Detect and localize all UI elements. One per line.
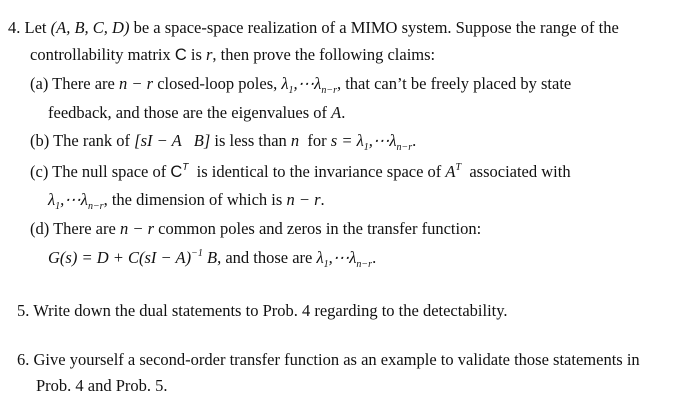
claim-a-n-minus-r: n − r	[119, 74, 154, 93]
claim-d-label: (d) There are	[30, 219, 116, 238]
controllability-matrix-symbol: C	[174, 46, 187, 64]
claim-b-s-eq: $s = \lambda_1,\cdots\lambda_{n-r}$	[330, 131, 413, 153]
p4-line2	[30, 45, 435, 65]
claim-a-line2: feedback, and those are the eigenvalues of A.	[48, 103, 346, 122]
claim-d-n-minus-r: n − r	[119, 219, 154, 238]
p4-intro-mid: be a space-space realization of a MIMO system. Suppose the range of the	[133, 18, 619, 37]
claim-c-line1	[30, 162, 571, 182]
claim-c-post: associated with	[469, 162, 571, 181]
p4-rank-r: r	[206, 45, 213, 64]
p4-line1	[8, 18, 619, 38]
p4-number: 4.	[8, 18, 21, 37]
p4-line2-pre: controllability matrix	[30, 45, 171, 64]
p6-text-line1: 6. Give yourself a second-order transfer function as an example to validate those statements in	[17, 350, 640, 369]
claim-d-line2: G(s) = D + C(sI − A)$^{-1}$ B, and those are $\lambda_1,\cdots\lambda_{n-r}$.	[48, 248, 377, 270]
claim-c-dimension: n − r	[286, 190, 321, 209]
claim-b-for: for	[307, 131, 327, 150]
claim-b-line: (b) The rank of [sI − A B] is less than n for $s = \lambda_1,\cdots\lambda_{n-r}$.	[30, 131, 417, 153]
p6-line2	[36, 376, 168, 396]
claim-c-matrix-AT: $A^T$	[445, 162, 462, 181]
claim-d-mid: common poles and zeros in the transfer function:	[158, 219, 482, 238]
p4-line2-post: , then prove the following claims:	[212, 45, 436, 64]
claim-a-post: , that can’t be freely placed by state	[336, 74, 572, 93]
transfer-function-formula: G(s) = D + C(sI − A)$^{-1}$ B	[48, 248, 218, 267]
p6-line1	[17, 350, 640, 370]
p4-is: is	[190, 45, 202, 64]
p4-intro-pre: Let	[24, 18, 47, 37]
claim-c-label: (c) The null space of	[30, 162, 167, 181]
claim-a-label: (a) There are	[30, 74, 115, 93]
claim-a-mid: closed-loop poles,	[157, 74, 278, 93]
claim-c-lambda-list: $\lambda_1,\cdots\lambda_{n-r}$	[48, 190, 104, 212]
claim-c-line2: $\lambda_1,\cdots\lambda_{n-r}$, the dimension of which is n − r.	[48, 190, 325, 212]
p6-text-line2: Prob. 4 and Prob. 5.	[36, 376, 168, 395]
p5-text: 5. Write down the dual statements to Prob. 4 regarding to the detectability.	[17, 301, 508, 320]
claim-d-post: , and those are	[217, 248, 313, 267]
claim-d-lambda-list: $\lambda_1,\cdots\lambda_{n-r}$	[316, 248, 373, 270]
claim-d-line1	[30, 219, 481, 239]
p5-line	[17, 301, 508, 321]
claim-a-line2-text: feedback, and those are the eigenvalues of	[48, 103, 327, 122]
claim-b-matrix: [sI − A B]	[134, 131, 211, 150]
p4-tuple: (A, B, C, D)	[50, 18, 130, 37]
claim-a-lambda-list: $\lambda_1,\cdots\lambda_{n-r}$	[281, 74, 337, 96]
claim-c-line2-post: , the dimension of which is	[103, 190, 283, 209]
claim-b-label: (b) The rank of	[30, 131, 131, 150]
claim-b-mid: is less than	[214, 131, 287, 150]
claim-c-mid: is identical to the invariance space of	[196, 162, 442, 181]
claim-a-matrix-A: A	[331, 103, 342, 122]
claim-b-n: n	[290, 131, 300, 150]
claim-a-line1	[30, 74, 571, 94]
claim-c-matrix-CT: $C^T$	[170, 162, 189, 181]
